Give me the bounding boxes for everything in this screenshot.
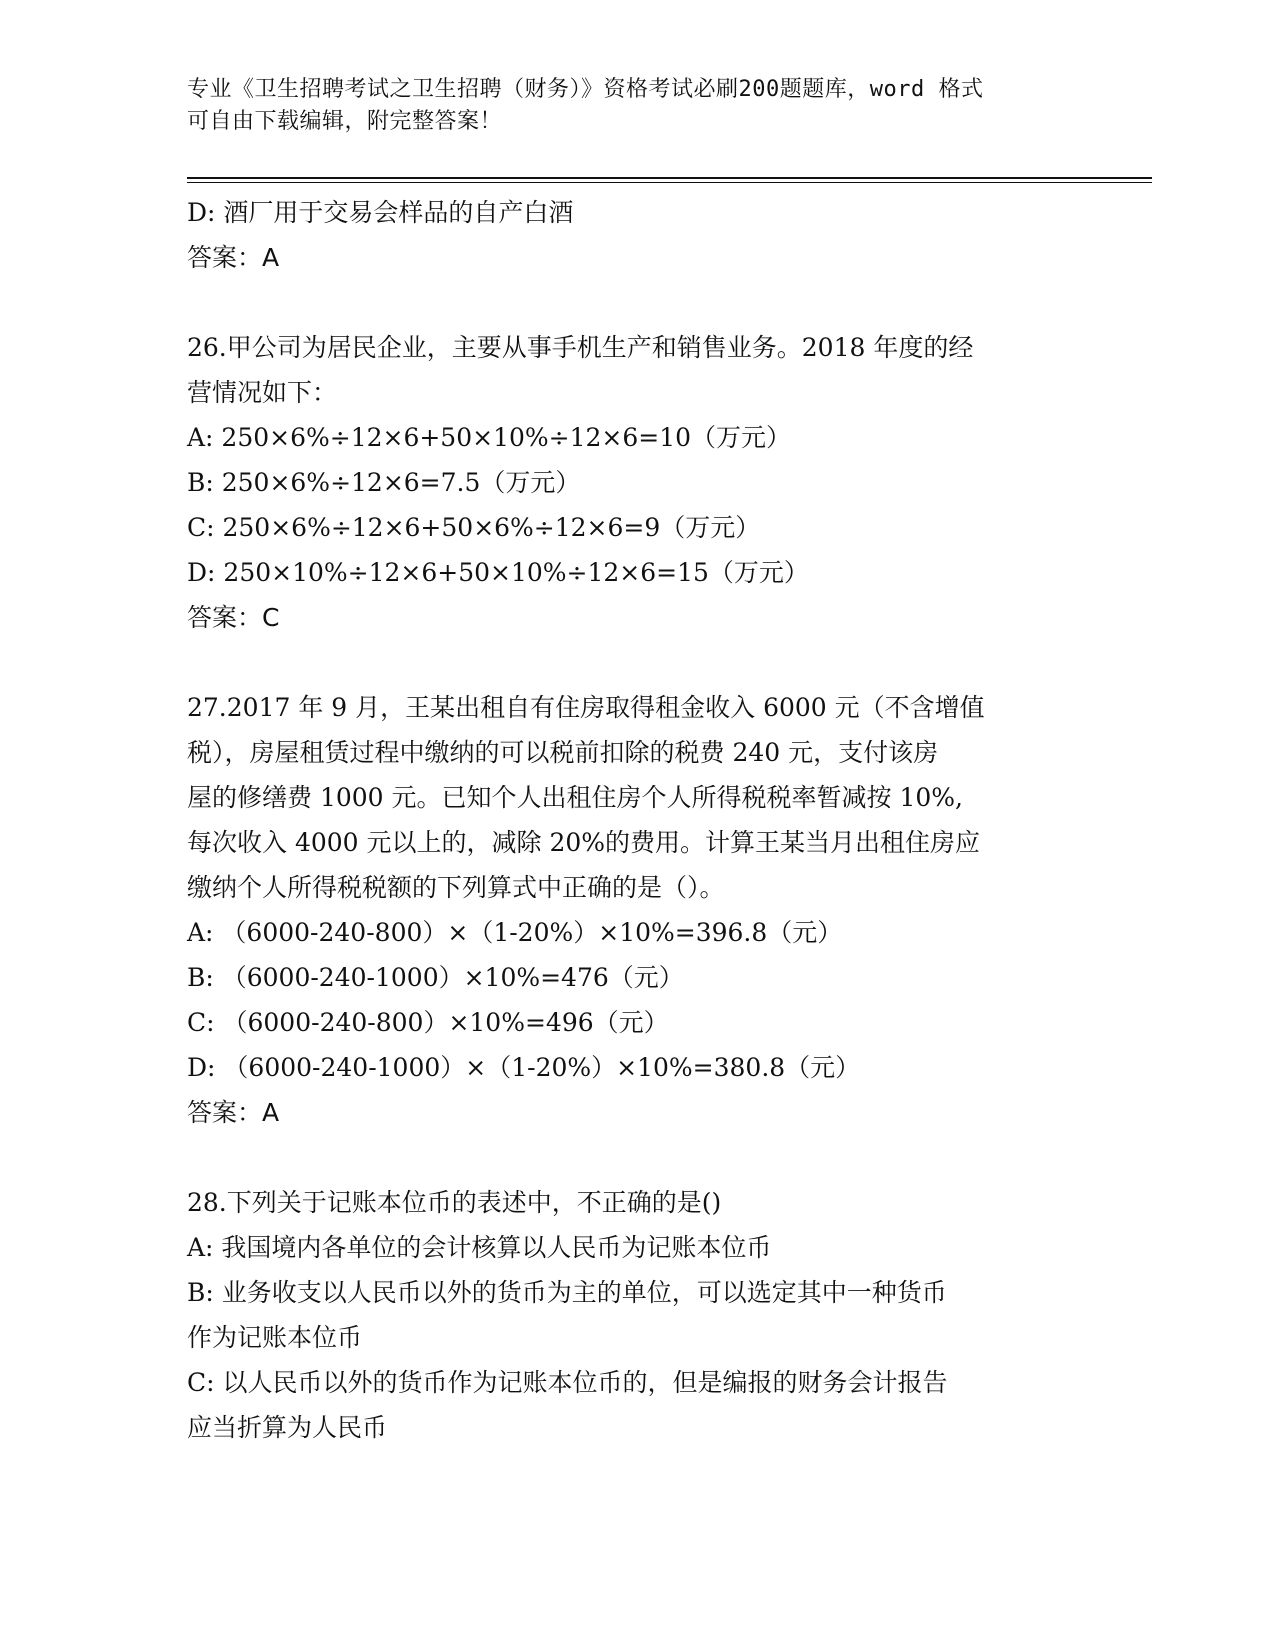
document-body (187, 190, 1087, 1450)
header-rule-thin (187, 182, 1152, 183)
q27-option-b: B: （6000-240-1000）×10%=476（元） (187, 963, 684, 992)
spacer (187, 280, 1087, 325)
question-28 (187, 1180, 1087, 1450)
q27-option-a: A: （6000-240-800）×（1-20%）×10%=396.8（元） (187, 918, 843, 947)
header-line-1: 专业《卫生招聘考试之卫生招聘（财务）》资格考试必刷200题题库，word 格式 (187, 77, 984, 102)
header-rule-thick (187, 177, 1152, 179)
q28-option-c: C: 以人民币以外的货币作为记账本位币的，但是编报的财务会计报告 (187, 1368, 948, 1397)
q28-option-b: B: 业务收支以人民币以外的货币为主的单位，可以选定其中一种货币 (187, 1278, 947, 1307)
q28-stem-line-1: 28.下列关于记账本位币的表述中，不正确的是() (187, 1188, 722, 1217)
header-line-2: 可自由下载编辑，附完整答案！ (187, 109, 503, 134)
page-header (187, 74, 1067, 138)
spacer (187, 640, 1087, 685)
prev-answer: 答案：A (187, 243, 280, 272)
q26-answer: 答案：C (187, 603, 280, 632)
q26-option-a: A: 250×6%÷12×6+50×10%÷12×6=10（万元） (187, 423, 792, 452)
q27-stem-line-1: 27.2017 年 9 月，王某出租自有住房取得租金收入 6000 元（不含增值 (187, 693, 985, 722)
q26-stem-line-2: 营情况如下： (187, 378, 338, 407)
q27-answer: 答案：A (187, 1098, 280, 1127)
q26-stem-line-1: 26.甲公司为居民企业，主要从事手机生产和销售业务。2018 年度的经 (187, 333, 974, 362)
spacer (187, 1135, 1087, 1180)
q27-stem-line-4: 每次收入 4000 元以上的，减除 20%的费用。计算王某当月出租住房应 (187, 828, 981, 857)
q27-option-c: C: （6000-240-800）×10%=496（元） (187, 1008, 669, 1037)
q27-stem-line-3: 屋的修缮费 1000 元。已知个人出租住房个人所得税税率暂减按 10%, (187, 783, 963, 812)
q27-option-d: D: （6000-240-1000）×（1-20%）×10%=380.8（元） (187, 1053, 861, 1082)
q26-option-d: D: 250×10%÷12×6+50×10%÷12×6=15（万元） (187, 558, 809, 587)
q28-option-c-cont: 应当折算为人民币 (187, 1413, 388, 1442)
question-27 (187, 685, 1087, 1135)
q26-option-b: B: 250×6%÷12×6=7.5（万元） (187, 468, 581, 497)
question-26 (187, 325, 1087, 640)
q27-stem-line-5: 缴纳个人所得税税额的下列算式中正确的是（）。 (187, 873, 725, 902)
q26-option-c: C: 250×6%÷12×6+50×6%÷12×6=9（万元） (187, 513, 761, 542)
q28-option-a: A: 我国境内各单位的会计核算以人民币为记账本位币 (187, 1233, 772, 1262)
q28-option-b-cont: 作为记账本位币 (187, 1323, 363, 1352)
prev-option-d: D: 酒厂用于交易会样品的自产白酒 (187, 198, 574, 227)
q27-stem-line-2: 税），房屋租赁过程中缴纳的可以税前扣除的税费 240 元，支付该房 (187, 738, 939, 767)
